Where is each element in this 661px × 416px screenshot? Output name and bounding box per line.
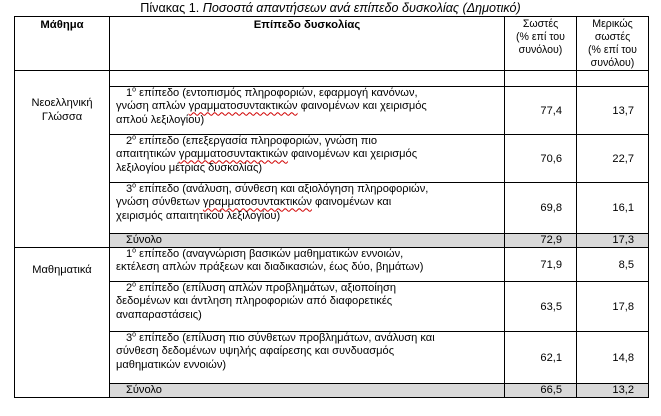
correct-value: 71,9 (505, 248, 577, 282)
header-partial-line: Μερικώς (592, 18, 633, 30)
header-partial-line: συνόλου) (590, 57, 635, 69)
correct-value: 63,5 (505, 282, 577, 332)
header-level: Επίπεδο δυσκολίας (110, 17, 505, 71)
total-correct-value: 72,9 (505, 234, 577, 248)
spacer-row (15, 71, 649, 87)
table-row (15, 332, 649, 384)
level-text-line: απλού λεξιλογίου) (116, 113, 205, 126)
caption-title: Ποσοστά απαντήσεων ανά επίπεδο δυσκολίας (Δημοτικό) (202, 1, 521, 15)
level-cell (110, 248, 505, 282)
level-cell (110, 135, 505, 183)
level-text-line: σύνθεση δεδομένων υψηλής αφαίρεσης και συνδυασμός (116, 345, 395, 358)
total-row (15, 384, 649, 398)
level-text-line: εκτέλεση απλών πράξεων και διαδικασιών, έως δύο, βημάτων) (116, 261, 424, 274)
level-cell (110, 332, 505, 384)
correct-value: 77,4 (505, 87, 577, 135)
correct-value: 69,8 (505, 183, 577, 234)
table-row (15, 87, 649, 135)
subject-cell-math (15, 248, 110, 398)
table-row (15, 282, 649, 332)
total-partial-value: 17,3 (577, 234, 649, 248)
level-cell (110, 87, 505, 135)
level-text: $1^o$ επίπεδο (αναγνώριση βασικών μαθηματικών εννοιών, (126, 247, 404, 260)
correct-value: 70,6 (505, 135, 577, 183)
header-row (15, 17, 649, 71)
total-row (15, 234, 649, 248)
total-partial-value: 13,2 (577, 384, 649, 398)
level-text: $3^o$ επίπεδο (επίλυση πιο σύνθετων προβλημάτων, ανάλυση και (126, 331, 435, 344)
caption-prefix: Πίνακας 1. (140, 1, 203, 15)
header-partial (577, 17, 649, 71)
table-caption (0, 1, 661, 16)
level-text-line: αναπαραστάσεις) (116, 308, 202, 321)
level-text-line: λεξιλογίου μέτριας δυσκολίας) (116, 161, 263, 174)
header-subject: Μάθημα (15, 17, 110, 71)
header-correct-line: συνόλου) (518, 44, 563, 56)
subject-label: Νεοελληνική (31, 97, 93, 109)
level-text-line: γνώση σύνθετων γραμματοσυντακτικών φαινομένων και (116, 196, 392, 209)
header-correct-line: Σωστές (522, 18, 559, 30)
level-text-line: χειρισμός απαιτητικού λεξιλογίου) (116, 209, 281, 222)
subject-cell-greek (15, 71, 110, 248)
partial-value: 17,8 (577, 282, 649, 332)
level-cell (110, 282, 505, 332)
partial-value: 16,1 (577, 183, 649, 234)
header-partial-line: (% επί του (588, 44, 637, 56)
partial-value: 13,7 (577, 87, 649, 135)
level-text-line: απαιτητικών γραμματοσυντακτικών φαινομένων και χειρισμός (116, 148, 418, 161)
level-text-line: δεδομένων και άντληση πληροφοριών από διαφορετικές (116, 295, 393, 308)
level-text: $2^o$ επίπεδο (επίλυση απλών προβλημάτων, αξιοποίηση (126, 281, 397, 294)
difficulty-table (14, 16, 649, 398)
table-row (15, 183, 649, 234)
level-cell (110, 183, 505, 234)
subject-label: Γλώσσα (41, 110, 83, 123)
level-text-line: γνώση απλών γραμματοσυντακτικών φαινομένων και χειρισμός (116, 100, 427, 113)
partial-value: 8,5 (577, 248, 649, 282)
level-text: $2^o$ επίπεδο (επεξεργασία πληροφοριών, γνώση πιο (126, 134, 377, 147)
subject-label: Μαθηματικά (32, 264, 92, 276)
level-text-line: μαθηματικών εννοιών) (116, 358, 227, 371)
table-row (15, 135, 649, 183)
partial-value: 22,7 (577, 135, 649, 183)
total-label: Σύνολο (110, 384, 505, 398)
level-text: $3^o$ επίπεδο (ανάλυση, σύνθεση και αξιολόγηση πληροφοριών, (126, 182, 429, 195)
header-partial-line: σωστές (594, 31, 631, 43)
level-text: $1^o$ επίπεδο (εντοπισμός πληροφοριών, εφαρμογή κανόνων, (126, 86, 418, 99)
total-correct-value: 66,5 (505, 384, 577, 398)
total-label: Σύνολο (110, 234, 505, 248)
table-row (15, 248, 649, 282)
partial-value: 14,8 (577, 332, 649, 384)
correct-value: 62,1 (505, 332, 577, 384)
header-correct (505, 17, 577, 71)
header-correct-line: (% επί του (516, 31, 565, 43)
